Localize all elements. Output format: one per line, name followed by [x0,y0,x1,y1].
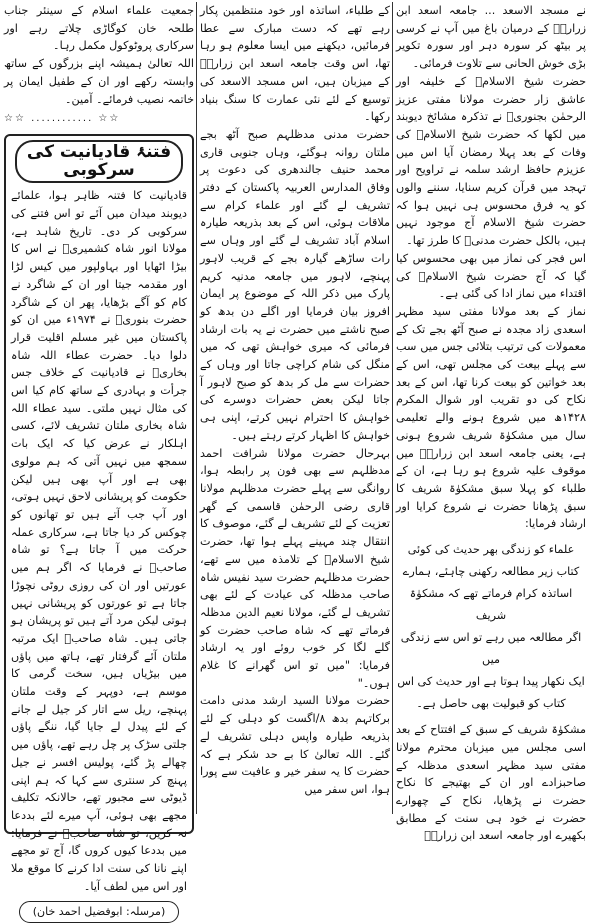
column-divider [196,2,197,814]
paragraph: نماز کے بعد مولانا مفتی سید مظہر اسعدی زاد مجدہ نے صبح آٹھ بجے تک کے معمولات کی ترتیب بتلائی جس میں سب سے پہلے بیعت کی مجلس تھی، اس کے بعد خواتین کو بیعت کرنا تھا، اس کے بعد نکاح کی دو تقریب اور شوال المکرم ۱۴۲۸ھ میں شروع ہونے والے تعلیمی سال میں مشکوٰۃ شریف شروع ہونی ہے، یعنی جامعہ اسعد ابن زرارہؓ میں موقوف علیہ شروع ہو رہا ہے، ان کے طلباء کو پہلا سبق مشکوٰۃ شریف کا سبق پڑھانا حضرت نے شروع کرایا اور ارشاد فرمایا: [396,304,586,531]
paragraph: حضرت مدنی مدظلہم صبح آٹھ بجے ملتان روانہ ہوگئے، وہاں جنوبی قاری محمد حنیف جالندھری کی دعوت پر وفاق المدارس العربیہ پاکستان کے دفتر تشریف لے گئے اور علماء کرام سے ملاقات ہوئی، اس کے بعد بذریعہ طیارہ اسلام آباد تشریف لے گئے اور وہاں سے رات ساڑھے گیارہ بجے کے قریب لاہور پہنچے، لاہور میں جامعہ مدنیہ کریم پارک میں ذکر اللہ کے موضوع پر ایمان افروز بیان فرمایا اور اگلے دن بدھ کو صبح ناشتے میں حضرت نے یہ بات ارشاد فرمائی کہ میری خواہش تھی کہ میں منگل کی شام کراچی جاتا اور وہاں کے حضرات سے مل کر بدھ کو صبح لاہور آ جاتا لیکن بعض حضرات دوسرے کی خواہش کا احترام نہیں کرتے، اپنی ہی خواہش کا اظہار کرتے رہتے ہیں۔ [200,127,390,442]
section-separator: ☆☆ ............ ☆☆ [4,113,121,125]
paragraph: حضرت شیخ الاسلامؒ کے خلیفہ اور عاشق زار حضرت مولانا مفتی عزیز الرحمٰن بجنوریؒ نے تذکرہ مشائخ دیوبند میں لکھا کہ حضرت شیخ الاسلامؒ کی وفات کے بعد پہلا رمضان آیا اس میں عزیزم حافظ ارشد سلمہ نے تراویح اور تہجد میں قرآن کریم سنایا، سننے والوں کو یہ فرق محسوس ہی نہیں ہوا کہ حضرت شیخ الاسلام آج موجود نہیں ہیں، بالکل حضرت مدنیؒ کا طرز تھا۔ [396,74,586,248]
article-body: قادیانیت کا فتنہ ظاہر ہوا، علمائے دیوبند میدان میں آئے تو اس فتنے کی سرکوبی کر دی۔ تاریخ شاہد ہے، مولانا انور شاہ کشمیریؒ نے اس کا بیڑا اٹھایا اور بہاولپور میں کیس لڑا اور مقدمہ جیتا اور ان کے شاگرد نے کام کو آگے بڑھایا، پھر ان کے شاگرد حضرت بنوریؒ نے ۱۹۷۴ء میں ان کو پاکستان میں غیر مسلم اقلیت قرار دلوا دیا۔ حضرت عطاء اللہ شاہ بخاریؒ نے قادیانیت کے خلاف جس جرأت و بہادری کے ساتھ کام کیا اس کی مثال نہیں ملتی۔ سید عطاء اللہ شاہ بخاری ملتان تشریف لائے، کسی اہلکار نے عرض کیا کہ ایک بات سمجھ میں نہیں آتی کہ ہم مولوی بھی ہے اور آپ بھی ہیں لیکن حکومت کو پریشانی لاحق نہیں ہوتی، اور آپ جب آتے ہیں تو تھانوں کو چوکس کر دیا جاتا ہے، سرکاری عملہ حرکت میں آ جاتا ہے؟ تو شاہ صاحبؒ نے فرمایا کہ اگر ہم میں عورتیں اور ان کی روزی روٹی نچوڑا جاتا ہے تو عورتوں کو پریشانی نہیں ہوتی لیکن مرد آتے ہیں تو پریشان ہو جاتی ہیں۔ شاہ صاحبؒ ایک مرتبہ ملتان آئے گرفتار تھے، ہاتھ میں پاؤں میں بیڑیاں ہیں، سخت گرمی کا موسم ہے، دوپہر کے وقت ملتان پہنچے، ریل سے اتار کر جیل لے جانے کے لئے پیدل لے جایا گیا، ننگے پاؤں جلتی سڑک پر چل رہے تھے، پاؤں میں چھالے پڑ گئے، پولیس افسر نے جیل پہنچ کر سنتری سے کہا کہ ہم اپنی ڈیوٹی سے مجبور تھے، حالانکہ تکلیف مجھے بھی ہوئی، آپ میرے لئے بددعا نہ کریں، تو شاہ صاحبؒ نے فرمایا: میں بددعا کیوں کروں گا، آج تو مجھے اپنے نانا کی سنت ادا کرنے کا موقع ملا اور اس میں لطف آیا۔ [11,189,187,893]
paragraph: اس فجر کی نماز میں بھی محسوس کیا گیا کہ آج حضرت شیخ الاسلامؒ کی اقتداء میں نماز ادا کی گئی ہے۔ [396,251,586,301]
paragraph: نے مسجد الاسعد ... جامعہ اسعد ابن زرارہؓ کے درمیان باغ میں آپ نے کرسی پر بیٹھ کر سورہ دہر اور سورہ تکویر بڑی خوش الحانی سے تلاوت فرمائی۔ [396,4,586,71]
article-title: فتنۂ قادیانیت کی سرکوبی [15,140,183,183]
column-divider [392,2,393,814]
column-left [4,2,194,919]
paragraph: کے طلباء، اساتذہ اور خود منتظمین پکار رہے تھے کہ دست مبارک سے عطا فرمائیں، دیکھنے میں ایسا معلوم ہو رہا تھا، اس وقت جامعہ اسعد ابن زرارہؓ کے میزبان ہیں، اس مسجد الاسعد کی توسیع کے لئے نئی عمارت کا سنگ بنیاد رکھا۔ [200,4,390,124]
column-middle [200,2,390,814]
quote-line: ایک نکھار پیدا ہوتا ہے اور حدیث کی اس [397,675,585,689]
quote-line: کتاب زیر مطالعہ رکھنی چاہئے، ہمارے [402,565,580,579]
paragraph: بہرحال حضرت مولانا شرافت احمد مدظلہم سے بھی فون پر رابطہ ہوا، روانگی سے پہلے حضرت مدظلہم مولانا قاری رضی الرحمٰن قاسمی کے گھر تعزیت کے لئے تشریف لے گئے، موصوف کا انتقال چند مہینے پہلے ہوا تھا، حضرت شیخ الاسلامؒ کے تلامذہ میں سے تھے، حضرت مدظلہم حضرت سید نفیس شاہ صاحب مدظلہ کی عیادت کے لئے بھی تشریف لے گئے، مولانا نعیم الدین مدظلہ فرماتے تھے کہ شاہ صاحب حضرت کو گلے لگا کر خوب روئے اور یہ ارشاد فرمایا: "میں تو اس گھرانے کا غلام ہوں۔" [200,446,390,690]
quote-line: علماء کو زندگی بھر حدیث کی کوئی [407,543,575,557]
article-sender: (مرسلہ: ابوفضیل احمد خان) [19,901,179,923]
quote-line: اگر مطالعہ میں رہے تو اس سے زندگی میں [400,631,582,667]
quoted-saying [396,539,586,715]
paragraph: مشکوٰۃ شریف کے سبق کے افتتاح کے بعد اسی مجلس میں میزبان محترم مولانا مفتی سید مظہر اسعدی مدظلہ کے صاحبزادے اور ان کے بھتیجے کا نکاح حضرت نے پڑھایا، نکاح کے چھوارے حضرت نے خود ہی سنت کے مطابق بکھیرے اور جامعہ اسعد ابن زرارہؓ [396,723,586,843]
column-right [396,2,586,843]
newspaper-page [4,2,586,919]
boxed-article [4,134,194,919]
quote-line: کتاب کو قبولیت بھی حاصل ہے۔ [416,697,566,711]
paragraph: حضرت مولانا السید ارشد مدنی دامت برکاتہم بدھ ۸/اگست کو دہلی کے لئے بذریعہ طیارہ واپس دہلی تشریف لے گئے۔ اللہ تعالیٰ کا بے حد شکر ہے کہ حضرت کا یہ سفر خیر و عافیت سے پورا ہوا، اس سفر میں [200,694,390,796]
paragraph: جمعیت علماء اسلام کے سینئر جناب طلحہ خان کوگاڑی چلاتے رہے اور سرکاری پروٹوکول مکمل رہا۔ [4,4,194,53]
quote-line: اساتذہ کرام فرماتے تھے کہ مشکوٰۃ شریف [409,587,573,623]
paragraph: اللہ تعالیٰ ہمیشہ اپنے بزرگوں کے ساتھ وابستہ رکھے اور ان کے طفیل ایمان پر خاتمہ نصیب فرمائے۔ آمین۔ [4,57,194,106]
